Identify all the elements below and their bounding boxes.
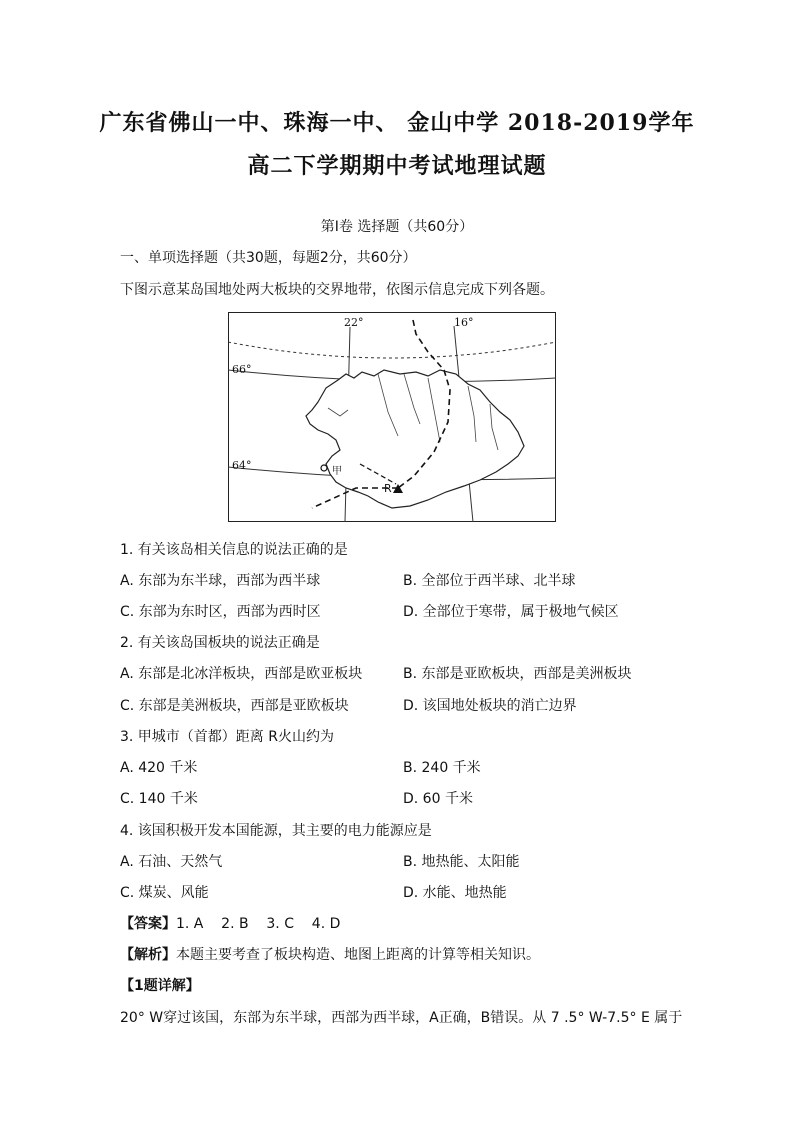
lon-label-16: 16° (454, 316, 474, 329)
part-header: 一、单项选择题（共30题，每题2分，共60分） (120, 250, 417, 266)
volcano-label: R (384, 482, 392, 495)
lat-label-66: 66° (232, 363, 252, 376)
answer-text: 1. A 2. B 3. C 4. D (176, 916, 341, 932)
question-4-stem: 4. 该国积极开发本国能源，其主要的电力能源应是 (120, 823, 432, 839)
lon-label-22: 22° (344, 316, 364, 329)
question-3-option-c: C. 140 千米 (120, 791, 198, 807)
answer-label: 【答案】 (120, 916, 176, 932)
analysis-label: 【解析】 (120, 947, 176, 963)
capital-label: 甲 (332, 466, 342, 477)
question-1-stem: 1. 有关该岛相关信息的说法正确的是 (120, 542, 348, 558)
question-1-option-c: C. 东部为东时区，西部为西时区 (120, 604, 321, 620)
question-intro: 下图示意某岛国地处两大板块的交界地带，依图示信息完成下列各题。 (120, 282, 554, 298)
answer-line (120, 915, 340, 933)
question-4-option-d: D. 水能、地热能 (403, 885, 507, 901)
question-2-option-a: A. 东部是北冰洋板块，西部是欧亚板块 (120, 666, 363, 682)
analysis-line (120, 946, 540, 964)
question-2-option-d: D. 该国地处板块的消亡边界 (403, 698, 577, 714)
title-line-2: 高二下学期期中考试地理试题 (247, 153, 547, 179)
analysis-text: 本题主要考查了板块构造、地图上距离的计算等相关知识。 (176, 947, 540, 963)
section-header: 第Ⅰ卷 选择题（共60分） (320, 219, 474, 235)
question-2-stem: 2. 有关该岛国板块的说法正确是 (120, 635, 320, 651)
iceland-plate-map (228, 312, 556, 522)
question-1-option-a: A. 东部为东半球，西部为西半球 (120, 573, 321, 589)
question-1-option-b: B. 全部位于西半球、北半球 (403, 573, 576, 589)
question-3-stem: 3. 甲城市（首都）距离 R火山约为 (120, 729, 334, 745)
title-line-1: 广东省佛山一中、珠海一中、 金山中学 2018-2019学年 (99, 110, 695, 136)
detail-header: 【1题详解】 (120, 978, 200, 994)
question-3-option-d: D. 60 千米 (403, 791, 473, 807)
lat-label-64: 64° (232, 459, 252, 472)
question-4-option-c: C. 煤炭、风能 (120, 885, 209, 901)
question-3-option-b: B. 240 千米 (403, 760, 481, 776)
question-4-option-a: A. 石油、天然气 (120, 854, 223, 870)
question-2-option-b: B. 东部是亚欧板块，西部是美洲板块 (403, 666, 632, 682)
detail-text: 20° W穿过该国，东部为东半球，西部为西半球，A正确，B错误。从 7 .5° W-7.5° E 属于 (120, 1010, 683, 1026)
question-3-option-a: A. 420 千米 (120, 760, 198, 776)
question-4-option-b: B. 地热能、太阳能 (403, 854, 520, 870)
question-1-option-d: D. 全部位于寒带，属于极地气候区 (403, 604, 619, 620)
question-2-option-c: C. 东部是美洲板块，西部是亚欧板块 (120, 698, 349, 714)
